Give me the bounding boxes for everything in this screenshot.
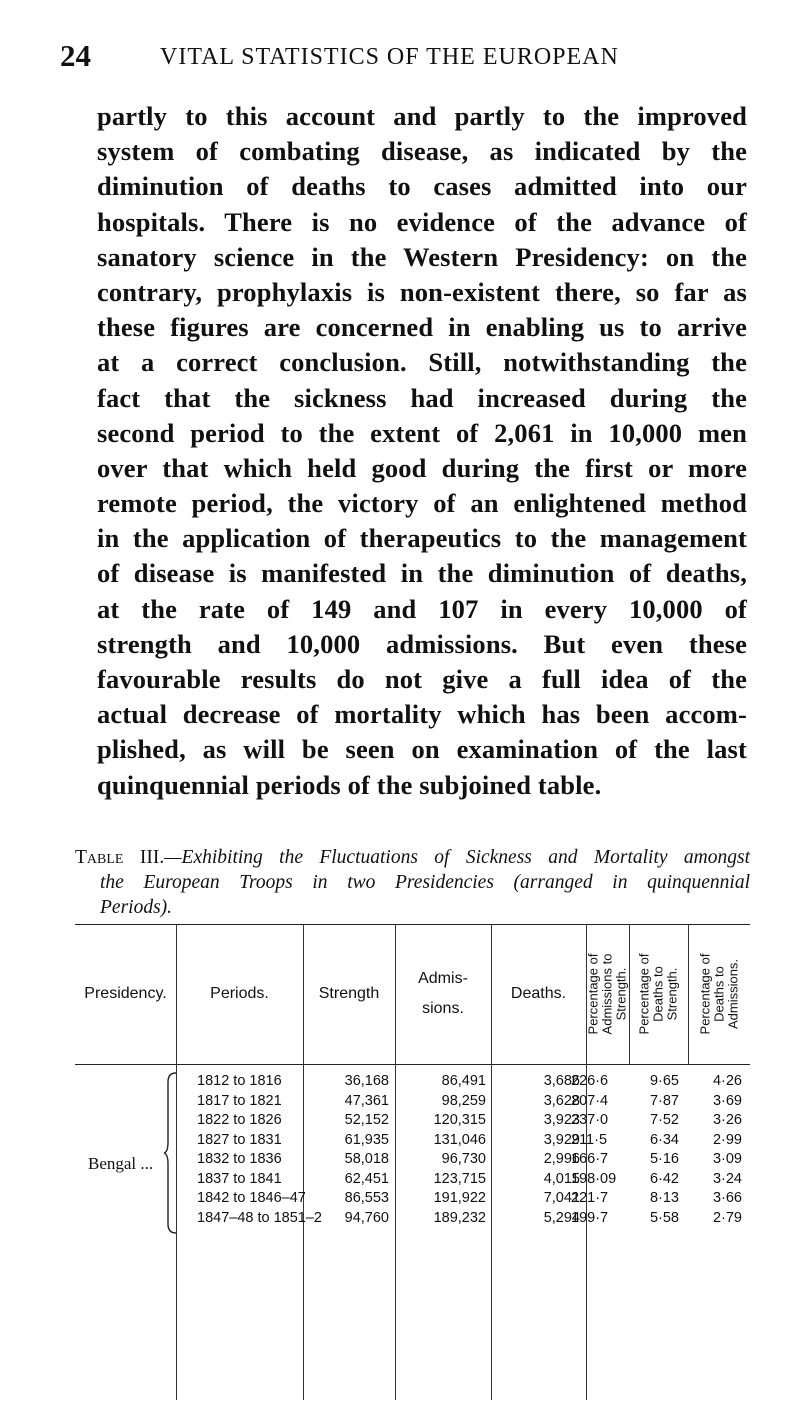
cell-admissions: 191,922	[433, 1190, 486, 1206]
table-row	[75, 1111, 750, 1131]
header-periods: Periods.	[210, 985, 269, 1002]
cell-period: 1847–48 to 1851–2	[197, 1209, 322, 1226]
cell-period: 1822 to 1826	[197, 1112, 282, 1128]
cell-admissions: 98,259	[441, 1092, 486, 1109]
table-row	[75, 1170, 750, 1190]
cell-deaths: 7,041	[543, 1190, 580, 1206]
cell-strength: 47,361	[344, 1092, 389, 1109]
cell-admissions: 86,491	[441, 1073, 486, 1089]
header-pct-deaths-admissions	[688, 924, 750, 1064]
cell-admissions: 189,232	[433, 1209, 486, 1226]
cell-pct-deaths-admissions: 3·69	[712, 1092, 742, 1109]
table-row	[75, 1150, 750, 1170]
cell-period: 1827 to 1831	[197, 1131, 282, 1148]
cell-period: 1832 to 1836	[197, 1151, 282, 1167]
header-text: Admissions.	[725, 958, 741, 1030]
body-line: plished, as will be seen on examination of the last	[97, 734, 747, 765]
cell-pct-deaths-admissions: 3·24	[712, 1170, 742, 1187]
caption-line-2: the European Troops in two Presidencies (arranged in quinquennial	[100, 872, 750, 893]
cell-pct-deaths-admissions: 3·66	[712, 1190, 742, 1206]
header-pct-deaths-strength	[629, 924, 688, 1064]
cell-pct-deaths-strength: 9·65	[649, 1073, 679, 1089]
cell-pct-admissions: 166·7	[571, 1151, 609, 1167]
header-pct-admissions-strength	[586, 924, 629, 1064]
caption-line-3: Periods).	[100, 897, 173, 918]
header-text: Strength.	[664, 967, 680, 1021]
header-text: Percentage of	[636, 953, 652, 1035]
cell-strength: 86,553	[344, 1190, 389, 1206]
cell-admissions: 96,730	[441, 1151, 486, 1167]
cell-deaths: 4,015	[543, 1170, 580, 1187]
caption-line-1	[75, 845, 750, 870]
header-presidency: Presidency.	[84, 985, 167, 1002]
cell-period: 1837 to 1841	[197, 1170, 282, 1187]
cell-pct-deaths-strength: 8·13	[649, 1190, 679, 1206]
body-line: these figures are concerned in enabling us to arrive	[97, 312, 747, 343]
cell-deaths: 3,923	[543, 1112, 580, 1128]
cell-deaths: 2,996	[543, 1151, 580, 1167]
running-header	[0, 38, 800, 74]
cell-pct-deaths-strength: 7·52	[649, 1112, 679, 1128]
header-text: Percentage of	[697, 953, 713, 1035]
body-line: in the application of therapeutics to the management	[97, 523, 747, 554]
body-line: at the rate of 149 and 107 in every 10,000 of	[97, 593, 747, 624]
header-text: Admissions to	[599, 953, 615, 1035]
cell-admissions: 131,046	[433, 1131, 486, 1148]
presidency-label: Bengal ...	[88, 1154, 154, 1173]
running-title: VITAL STATISTICS OF THE EUROPEAN	[160, 44, 619, 70]
body-line: diminution of deaths to cases admitted into our	[97, 171, 747, 202]
body-line: of disease is manifested in the diminution of deaths,	[97, 558, 747, 589]
body-line: sanatory science in the Western Presidency: on the	[97, 241, 747, 272]
page-number: 24	[60, 38, 91, 73]
header-admissions-line-1: Admis-	[418, 970, 468, 987]
body-line: at a correct conclusion. Still, notwithstanding the	[97, 347, 747, 378]
body-paragraph	[97, 99, 747, 803]
body-line: contrary, prophylaxis is non-existent there, so far as	[97, 276, 747, 307]
statistics-table	[75, 924, 750, 1404]
cell-period: 1817 to 1821	[197, 1092, 282, 1109]
body-line: remote period, the victory of an enlightened method	[97, 488, 747, 519]
cell-strength: 52,152	[344, 1112, 389, 1128]
table-row	[75, 1092, 750, 1112]
cell-deaths: 3,929	[543, 1131, 580, 1148]
table-row	[75, 1209, 750, 1229]
cell-pct-admissions: 199·7	[571, 1209, 609, 1226]
body-line: system of combating disease, as indicated by the	[97, 136, 747, 167]
header-deaths: Deaths.	[510, 985, 567, 1002]
cell-pct-deaths-strength: 6·34	[649, 1131, 679, 1148]
cell-deaths: 3,686	[543, 1073, 580, 1089]
cell-deaths: 5,294	[543, 1209, 580, 1226]
cell-pct-admissions: 221·7	[571, 1190, 609, 1206]
cell-pct-deaths-strength: 6·42	[649, 1170, 679, 1187]
header-strength: Strength	[318, 985, 380, 1002]
cell-pct-deaths-admissions: 2·79	[712, 1209, 742, 1226]
caption-label: Table III.	[75, 847, 165, 868]
table-row	[75, 1131, 750, 1151]
body-line: hospitals. There is no evidence of the advance of	[97, 206, 747, 237]
header-text: Deaths to	[711, 966, 727, 1022]
cell-pct-deaths-strength: 7·87	[649, 1092, 679, 1109]
table-caption	[75, 845, 750, 920]
cell-pct-admissions: 211·5	[571, 1131, 608, 1148]
cell-strength: 61,935	[344, 1131, 389, 1148]
cell-pct-deaths-strength: 5·16	[649, 1151, 679, 1167]
header-admissions	[395, 924, 491, 1064]
cell-deaths: 3,628	[543, 1092, 580, 1109]
body-line: fact that the sickness had increased during the	[97, 382, 747, 413]
cell-strength: 62,451	[344, 1170, 389, 1187]
body-line: over that which held good during the first or more	[97, 452, 747, 483]
body-line: partly to this account and partly to the improved	[97, 101, 747, 131]
table-row	[75, 1072, 750, 1092]
cell-pct-admissions: 226·6	[571, 1073, 609, 1089]
cell-admissions: 120,315	[433, 1112, 486, 1128]
body-line: actual decrease of mortality which has been accom-	[97, 699, 747, 730]
cell-pct-admissions: 198·09	[571, 1170, 617, 1187]
cell-period: 1842 to 1846–47	[197, 1190, 306, 1206]
cell-pct-deaths-strength: 5·58	[649, 1209, 679, 1226]
header-text: Percentage of	[585, 953, 601, 1035]
header-admissions-line-2: sions.	[422, 1000, 464, 1017]
cell-admissions: 123,715	[433, 1170, 486, 1187]
body-line: quinquennial periods of the subjoined table.	[97, 769, 602, 800]
cell-strength: 94,760	[344, 1209, 389, 1226]
cell-pct-deaths-admissions: 4·26	[712, 1073, 742, 1089]
cell-pct-admissions: 207·4	[571, 1092, 609, 1109]
header-text: Strength.	[613, 967, 629, 1021]
cell-pct-deaths-admissions: 3·09	[712, 1151, 742, 1167]
cell-pct-deaths-admissions: 3·26	[712, 1112, 742, 1128]
body-line: strength and 10,000 admissions. But even these	[97, 628, 747, 659]
body-line: favourable results do not give a full idea of the	[97, 664, 747, 694]
cell-pct-admissions: 237·0	[571, 1112, 609, 1128]
caption-text: —Exhibiting the Fluctuations of Sickness and Mortality amongst	[164, 847, 750, 868]
cell-strength: 36,168	[344, 1073, 389, 1089]
table-row	[75, 1189, 750, 1209]
cell-strength: 58,018	[344, 1151, 389, 1167]
header-text: Deaths to	[650, 966, 666, 1022]
cell-period: 1812 to 1816	[197, 1073, 282, 1089]
body-line: second period to the extent of 2,061 in 10,000 men	[97, 417, 747, 448]
cell-pct-deaths-admissions: 2·99	[712, 1131, 742, 1148]
